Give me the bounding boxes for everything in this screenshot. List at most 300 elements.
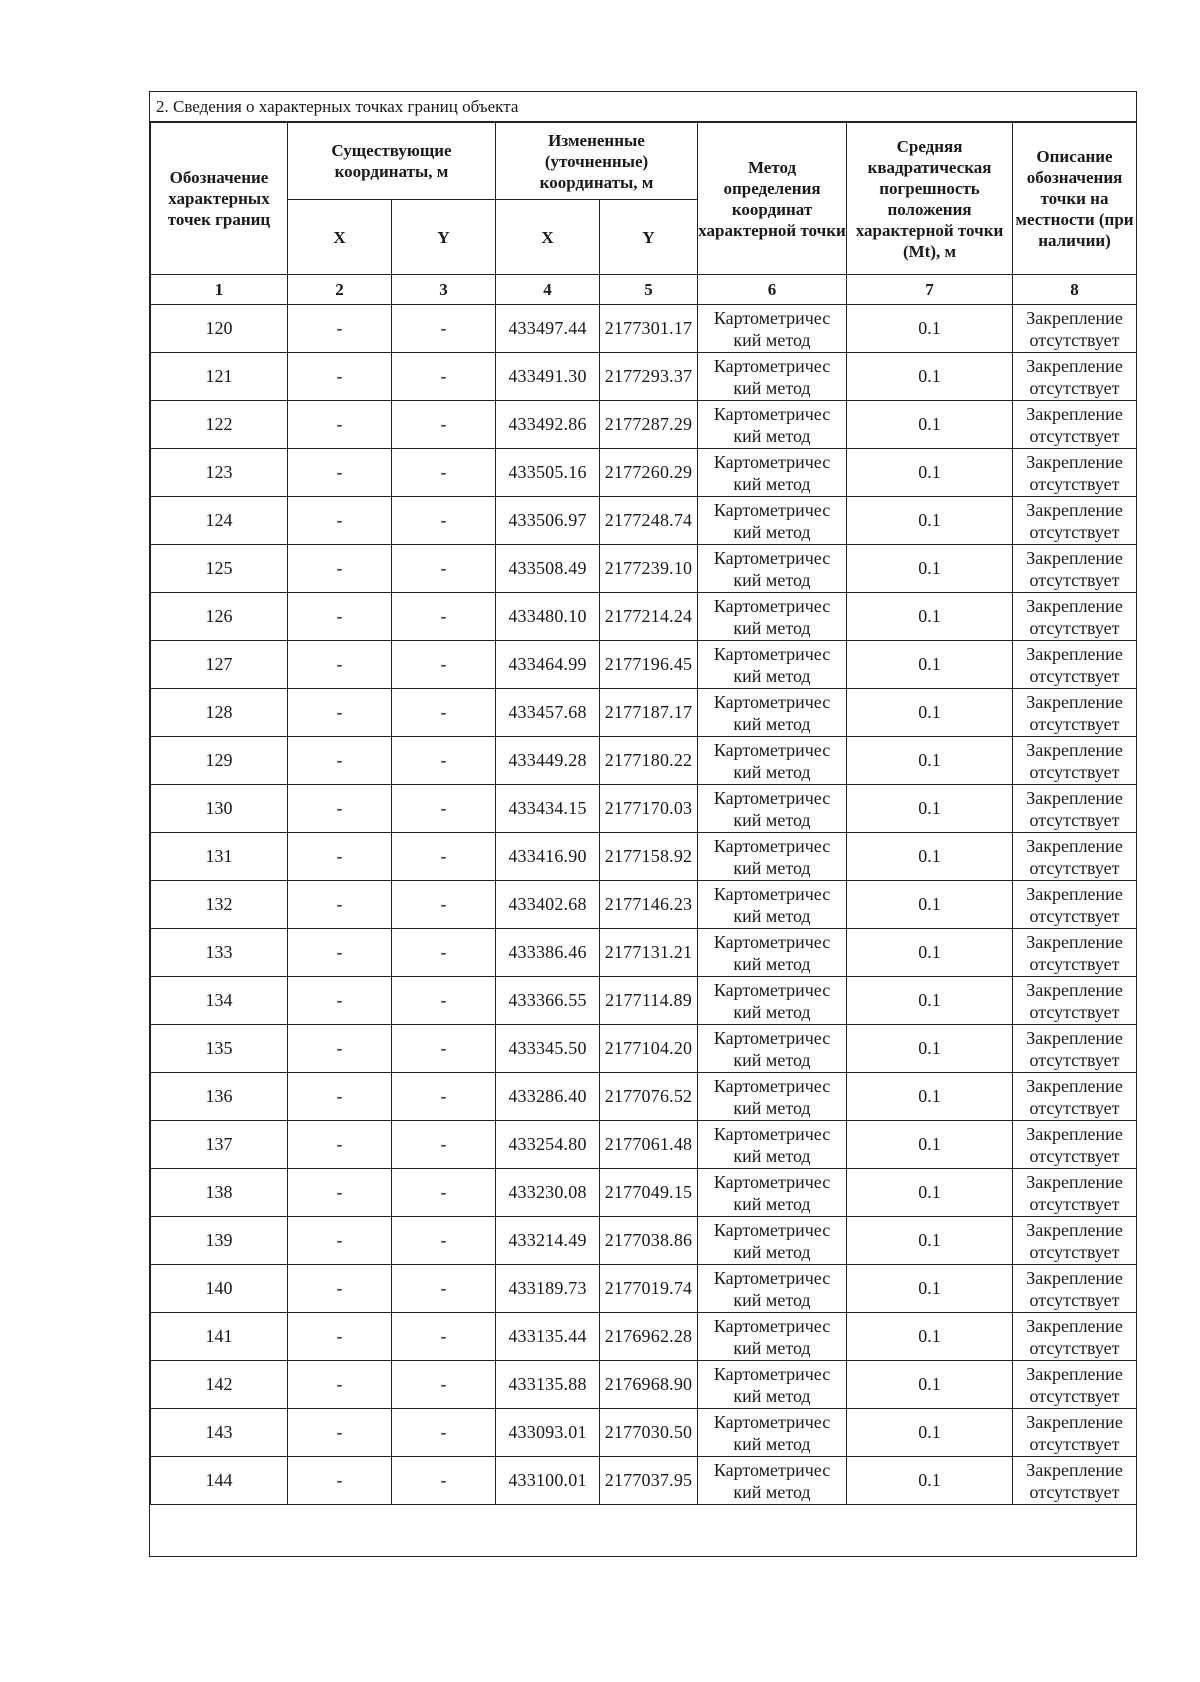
method-cell-line: Картометричес [713,931,831,952]
mean-error-cell: 0.1 [847,737,1013,785]
description-cell [1013,737,1137,785]
description-cell [1013,881,1137,929]
description-cell-line: Закрепление [1026,1123,1123,1144]
existing-y-cell: - [392,1409,496,1457]
point-number-cell: 140 [151,1265,288,1313]
description-cell [1013,353,1137,401]
existing-y-cell: - [392,737,496,785]
description-cell [1013,1025,1137,1073]
existing-y-cell: - [392,1121,496,1169]
table-row [151,449,1137,497]
existing-y-cell: - [392,785,496,833]
existing-x-cell: - [288,545,392,593]
description-cell-line: отсутствует [1029,809,1120,830]
point-number-cell: 120 [151,305,288,353]
description-cell-line: отсутствует [1029,905,1120,926]
point-number-cell: 128 [151,689,288,737]
description-cell-line: Закрепление [1026,1171,1123,1192]
table-row [151,1121,1137,1169]
boundary-points-table [150,122,1137,1505]
mean-error-cell: 0.1 [847,545,1013,593]
table-row [151,1265,1137,1313]
description-cell [1013,1217,1137,1265]
changed-x-cell: 433366.55 [496,977,600,1025]
method-cell-line: Картометричес [713,787,831,808]
method-cell-line: кий метод [733,1337,811,1358]
method-cell-line: кий метод [733,1241,811,1262]
existing-y-cell: - [392,353,496,401]
table-row [151,977,1137,1025]
point-number-cell: 138 [151,1169,288,1217]
column-number-row [151,275,1137,305]
changed-y-cell: 2177019.74 [600,1265,698,1313]
point-number-cell: 127 [151,641,288,689]
description-cell [1013,1121,1137,1169]
changed-x-cell: 433505.16 [496,449,600,497]
existing-x-cell: - [288,833,392,881]
existing-y-cell: - [392,545,496,593]
existing-x-cell: - [288,689,392,737]
column-number: 2 [288,275,392,305]
changed-y-cell: 2177030.50 [600,1409,698,1457]
table-row [151,1169,1137,1217]
description-cell-line: Закрепление [1026,1459,1123,1480]
existing-y-cell: - [392,929,496,977]
method-cell-line: кий метод [733,521,811,542]
changed-y-cell: 2177260.29 [600,449,698,497]
description-cell-line: отсутствует [1029,665,1120,686]
changed-x-cell: 433508.49 [496,545,600,593]
changed-y-cell: 2176968.90 [600,1361,698,1409]
description-cell-line: Закрепление [1026,595,1123,616]
table-row [151,593,1137,641]
changed-y-cell: 2177131.21 [600,929,698,977]
mean-error-cell: 0.1 [847,929,1013,977]
point-number-cell: 124 [151,497,288,545]
description-cell-line: отсутствует [1029,1001,1120,1022]
column-number: 7 [847,275,1013,305]
existing-y-cell: - [392,305,496,353]
description-cell [1013,449,1137,497]
method-cell-line: кий метод [733,713,811,734]
existing-x-cell: - [288,977,392,1025]
changed-y-cell: 2177076.52 [600,1073,698,1121]
method-cell [698,833,847,881]
method-cell [698,353,847,401]
description-cell-line: Закрепление [1026,691,1123,712]
method-cell [698,1361,847,1409]
method-cell [698,1025,847,1073]
header-method: Метод определения координат характерной точки [698,123,847,275]
table-row [151,545,1137,593]
method-cell [698,881,847,929]
description-cell-line: отсутствует [1029,1097,1120,1118]
existing-x-cell: - [288,1169,392,1217]
point-number-cell: 135 [151,1025,288,1073]
table-row [151,497,1137,545]
point-number-cell: 121 [151,353,288,401]
point-number-cell: 125 [151,545,288,593]
description-cell [1013,1313,1137,1361]
description-cell [1013,1073,1137,1121]
mean-error-cell: 0.1 [847,1361,1013,1409]
method-cell-line: Картометричес [713,883,831,904]
mean-error-cell: 0.1 [847,593,1013,641]
description-cell-line: Закрепление [1026,307,1123,328]
changed-x-cell: 433093.01 [496,1409,600,1457]
description-cell-line: Закрепление [1026,1267,1123,1288]
table-row [151,1217,1137,1265]
changed-x-cell: 433135.44 [496,1313,600,1361]
changed-x-cell: 433286.40 [496,1073,600,1121]
description-cell-line: Закрепление [1026,643,1123,664]
empty-bottom-row [150,1522,1136,1556]
description-cell [1013,497,1137,545]
description-cell-line: Закрепление [1026,1219,1123,1240]
changed-x-cell: 433254.80 [496,1121,600,1169]
method-cell-line: Картометричес [713,1075,831,1096]
header-changed-coordinates: Измененные (уточненные) координаты, м [496,123,698,200]
changed-x-cell: 433449.28 [496,737,600,785]
existing-x-cell: - [288,929,392,977]
mean-error-cell: 0.1 [847,1409,1013,1457]
description-cell [1013,1457,1137,1505]
changed-x-cell: 433135.88 [496,1361,600,1409]
method-cell-line: Картометричес [713,1315,831,1336]
point-number-cell: 132 [151,881,288,929]
existing-y-cell: - [392,449,496,497]
description-cell [1013,929,1137,977]
header-mean-error: Средняя квадратическая погрешность положения характерной точки (Mt), м [847,123,1013,275]
changed-x-cell: 433464.99 [496,641,600,689]
description-cell [1013,1169,1137,1217]
changed-y-cell: 2177038.86 [600,1217,698,1265]
mean-error-cell: 0.1 [847,305,1013,353]
description-cell [1013,305,1137,353]
description-cell-line: Закрепление [1026,451,1123,472]
existing-x-cell: - [288,1073,392,1121]
column-number: 1 [151,275,288,305]
existing-x-cell: - [288,1265,392,1313]
method-cell-line: кий метод [733,1001,811,1022]
description-cell [1013,1361,1137,1409]
column-number: 5 [600,275,698,305]
existing-y-cell: - [392,1217,496,1265]
table-row [151,833,1137,881]
existing-y-cell: - [392,593,496,641]
mean-error-cell: 0.1 [847,881,1013,929]
method-cell [698,449,847,497]
method-cell-line: кий метод [733,1193,811,1214]
method-cell [698,737,847,785]
description-cell-line: Закрепление [1026,883,1123,904]
changed-y-cell: 2177287.29 [600,401,698,449]
description-cell-line: отсутствует [1029,1481,1120,1502]
changed-y-cell: 2177170.03 [600,785,698,833]
table-header [151,123,1137,305]
method-cell-line: Картометричес [713,691,831,712]
header-point-designation: Обозначение характерных точек границ [151,123,288,275]
changed-y-cell: 2177239.10 [600,545,698,593]
table-body [151,305,1137,1505]
method-cell-line: кий метод [733,905,811,926]
mean-error-cell: 0.1 [847,1457,1013,1505]
point-number-cell: 126 [151,593,288,641]
point-number-cell: 122 [151,401,288,449]
changed-x-cell: 433189.73 [496,1265,600,1313]
description-cell-line: отсутствует [1029,1337,1120,1358]
existing-x-cell: - [288,305,392,353]
method-cell-line: Картометричес [713,307,831,328]
existing-x-cell: - [288,1313,392,1361]
point-number-cell: 143 [151,1409,288,1457]
table-row [151,929,1137,977]
existing-x-cell: - [288,1025,392,1073]
method-cell [698,1265,847,1313]
point-number-cell: 130 [151,785,288,833]
description-cell [1013,977,1137,1025]
description-cell-line: отсутствует [1029,761,1120,782]
table-row [151,785,1137,833]
changed-x-cell: 433386.46 [496,929,600,977]
changed-x-cell: 433434.15 [496,785,600,833]
header-changed-y: Y [600,200,698,275]
point-number-cell: 136 [151,1073,288,1121]
method-cell [698,785,847,833]
description-cell-line: отсутствует [1029,1049,1120,1070]
table-row [151,881,1137,929]
mean-error-cell: 0.1 [847,641,1013,689]
description-cell-line: Закрепление [1026,835,1123,856]
existing-y-cell: - [392,689,496,737]
changed-x-cell: 433497.44 [496,305,600,353]
point-number-cell: 141 [151,1313,288,1361]
changed-x-cell: 433506.97 [496,497,600,545]
mean-error-cell: 0.1 [847,1121,1013,1169]
changed-y-cell: 2177114.89 [600,977,698,1025]
section-title: 2. Сведения о характерных точках границ объекта [150,92,1136,122]
description-cell-line: отсутствует [1029,377,1120,398]
changed-y-cell: 2177104.20 [600,1025,698,1073]
changed-x-cell: 433100.01 [496,1457,600,1505]
method-cell-line: кий метод [733,953,811,974]
changed-y-cell: 2177180.22 [600,737,698,785]
existing-y-cell: - [392,1265,496,1313]
description-cell-line: Закрепление [1026,547,1123,568]
table-row [151,353,1137,401]
existing-y-cell: - [392,1025,496,1073]
method-cell-line: Картометричес [713,1459,831,1480]
method-cell-line: кий метод [733,1433,811,1454]
mean-error-cell: 0.1 [847,977,1013,1025]
description-cell-line: Закрепление [1026,1027,1123,1048]
existing-x-cell: - [288,737,392,785]
changed-y-cell: 2177146.23 [600,881,698,929]
existing-x-cell: - [288,1121,392,1169]
method-cell [698,1217,847,1265]
method-cell-line: кий метод [733,473,811,494]
method-cell [698,1073,847,1121]
existing-x-cell: - [288,449,392,497]
existing-x-cell: - [288,881,392,929]
method-cell-line: Картометричес [713,1219,831,1240]
existing-y-cell: - [392,977,496,1025]
changed-x-cell: 433491.30 [496,353,600,401]
column-number: 4 [496,275,600,305]
changed-y-cell: 2177301.17 [600,305,698,353]
table-row [151,401,1137,449]
description-cell [1013,1409,1137,1457]
existing-y-cell: - [392,497,496,545]
mean-error-cell: 0.1 [847,833,1013,881]
method-cell-line: Картометричес [713,835,831,856]
table-row [151,1409,1137,1457]
method-cell [698,401,847,449]
column-number: 6 [698,275,847,305]
method-cell [698,689,847,737]
table-row [151,1361,1137,1409]
mean-error-cell: 0.1 [847,1073,1013,1121]
changed-y-cell: 2177061.48 [600,1121,698,1169]
description-cell [1013,1265,1137,1313]
existing-x-cell: - [288,1361,392,1409]
table-row [151,1073,1137,1121]
description-cell [1013,833,1137,881]
table-row [151,305,1137,353]
changed-y-cell: 2177049.15 [600,1169,698,1217]
method-cell-line: Картометричес [713,643,831,664]
description-cell [1013,641,1137,689]
description-cell-line: Закрепление [1026,1411,1123,1432]
method-cell-line: Картометричес [713,1411,831,1432]
point-number-cell: 139 [151,1217,288,1265]
table-row [151,737,1137,785]
mean-error-cell: 0.1 [847,1169,1013,1217]
method-cell-line: кий метод [733,1481,811,1502]
point-number-cell: 123 [151,449,288,497]
point-number-cell: 144 [151,1457,288,1505]
method-cell-line: кий метод [733,1385,811,1406]
mean-error-cell: 0.1 [847,1025,1013,1073]
method-cell-line: кий метод [733,1289,811,1310]
description-cell-line: Закрепление [1026,355,1123,376]
method-cell-line: кий метод [733,1097,811,1118]
description-cell-line: Закрепление [1026,979,1123,1000]
changed-x-cell: 433492.86 [496,401,600,449]
header-changed-x: X [496,200,600,275]
existing-y-cell: - [392,1313,496,1361]
table-row [151,1025,1137,1073]
existing-y-cell: - [392,1361,496,1409]
mean-error-cell: 0.1 [847,401,1013,449]
changed-y-cell: 2177187.17 [600,689,698,737]
method-cell-line: Картометричес [713,1171,831,1192]
description-cell-line: отсутствует [1029,1433,1120,1454]
description-cell-line: Закрепление [1026,931,1123,952]
method-cell [698,1409,847,1457]
description-cell [1013,689,1137,737]
existing-y-cell: - [392,1073,496,1121]
point-number-cell: 134 [151,977,288,1025]
description-cell-line: отсутствует [1029,521,1120,542]
method-cell-line: Картометричес [713,595,831,616]
table-row [151,641,1137,689]
description-cell-line: отсутствует [1029,1145,1120,1166]
mean-error-cell: 0.1 [847,1265,1013,1313]
existing-x-cell: - [288,353,392,401]
method-cell [698,545,847,593]
existing-y-cell: - [392,641,496,689]
changed-x-cell: 433214.49 [496,1217,600,1265]
header-existing-y: Y [392,200,496,275]
header-description: Описание обозначения точки на местности (при наличии) [1013,123,1137,275]
changed-x-cell: 433402.68 [496,881,600,929]
point-number-cell: 129 [151,737,288,785]
description-cell-line: Закрепление [1026,499,1123,520]
table-row [151,1313,1137,1361]
description-cell-line: отсутствует [1029,425,1120,446]
existing-x-cell: - [288,1409,392,1457]
method-cell-line: Картометричес [713,979,831,1000]
existing-y-cell: - [392,881,496,929]
description-cell-line: отсутствует [1029,953,1120,974]
existing-x-cell: - [288,641,392,689]
method-cell [698,1121,847,1169]
changed-y-cell: 2177158.92 [600,833,698,881]
existing-x-cell: - [288,1217,392,1265]
description-cell-line: отсутствует [1029,857,1120,878]
description-cell-line: отсутствует [1029,1289,1120,1310]
description-cell-line: Закрепление [1026,739,1123,760]
existing-x-cell: - [288,593,392,641]
method-cell-line: Картометричес [713,403,831,424]
changed-x-cell: 433480.10 [496,593,600,641]
changed-y-cell: 2177214.24 [600,593,698,641]
existing-x-cell: - [288,785,392,833]
method-cell-line: кий метод [733,809,811,830]
method-cell [698,641,847,689]
description-cell-line: Закрепление [1026,1075,1123,1096]
existing-y-cell: - [392,1457,496,1505]
method-cell-line: кий метод [733,665,811,686]
mean-error-cell: 0.1 [847,353,1013,401]
changed-y-cell: 2177248.74 [600,497,698,545]
description-cell-line: Закрепление [1026,787,1123,808]
method-cell [698,1457,847,1505]
description-cell-line: отсутствует [1029,617,1120,638]
method-cell [698,929,847,977]
method-cell-line: Картометричес [713,451,831,472]
method-cell [698,305,847,353]
description-cell-line: Закрепление [1026,403,1123,424]
method-cell-line: кий метод [733,1145,811,1166]
column-number: 3 [392,275,496,305]
document-frame [149,91,1137,1557]
method-cell-line: кий метод [733,329,811,350]
changed-x-cell: 433457.68 [496,689,600,737]
mean-error-cell: 0.1 [847,449,1013,497]
changed-y-cell: 2177293.37 [600,353,698,401]
mean-error-cell: 0.1 [847,1217,1013,1265]
description-cell-line: отсутствует [1029,473,1120,494]
column-number: 8 [1013,275,1137,305]
method-cell [698,977,847,1025]
existing-y-cell: - [392,1169,496,1217]
description-cell-line: отсутствует [1029,1241,1120,1262]
point-number-cell: 137 [151,1121,288,1169]
description-cell [1013,785,1137,833]
mean-error-cell: 0.1 [847,689,1013,737]
